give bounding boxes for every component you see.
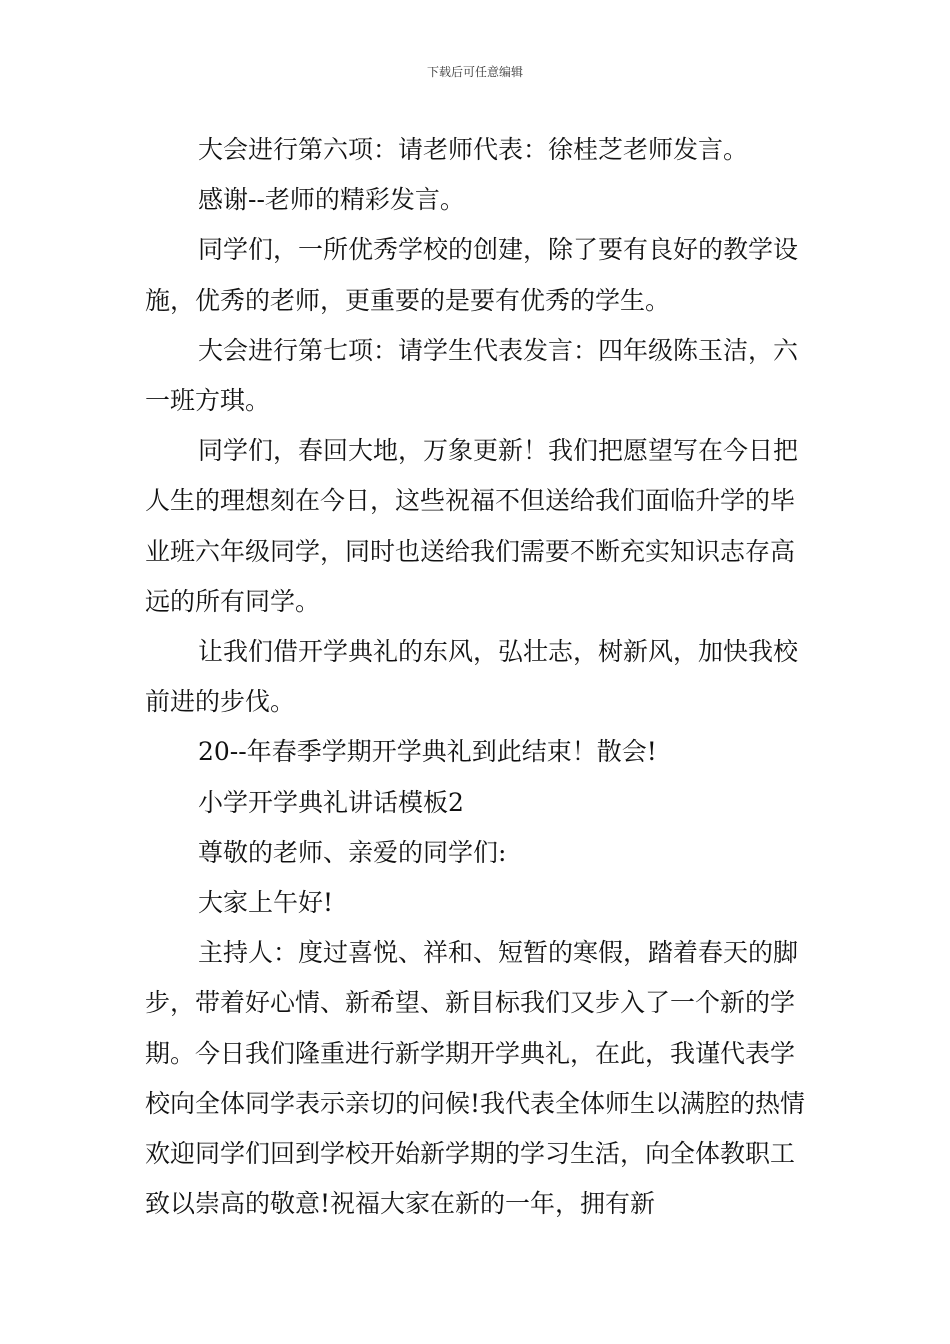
document-body bbox=[145, 125, 810, 1229]
paragraph-host-speech: 主持人：度过喜悦、祥和、短暂的寒假，踏着春天的脚步，带着好心情、新希望、新目标我们又步入了一个新的学期。今日我们隆重进行新学期开学典礼，在此，我谨代表学校向全体同学表示亲切的问候!我代表全体师生以满腔的热情欢迎同学们回到学校开始新学期的学习生活，向全体教职工致以崇高的敬意!祝福大家在新的一年，拥有新 bbox=[145, 938, 806, 1219]
paragraph-school-creation: 同学们，一所优秀学校的创建，除了要有良好的教学设施，优秀的老师，更重要的是要有优秀的学生。 bbox=[145, 235, 799, 315]
paragraph-thanks: 感谢--老师的精彩发言。 bbox=[198, 185, 465, 215]
section-title: 小学开学典礼讲话模板2 bbox=[198, 787, 464, 817]
page-header-note: 下载后可任意编辑 bbox=[426, 65, 523, 79]
paragraph-greeting: 大家上午好! bbox=[198, 888, 334, 918]
paragraph-salutation: 尊敬的老师、亲爱的同学们: bbox=[198, 837, 507, 867]
paragraph-closing: 20--年春季学期开学典礼到此结束！散会! bbox=[198, 737, 657, 767]
paragraph-item-seventh: 大会进行第七项：请学生代表发言：四年级陈玉洁，六一班方琪。 bbox=[145, 335, 799, 416]
paragraph-spring-wishes: 同学们，春回大地，万象更新！我们把愿望写在今日把人生的理想刻在今日，这些祝福不但送给我们面临升学的毕业班六年级同学，同时也送给我们需要不断充实知识志存高远的所有同学。 bbox=[145, 436, 799, 616]
paragraph-progress: 让我们借开学典礼的东风，弘壮志，树新风，加快我校前进的步伐。 bbox=[145, 637, 799, 717]
paragraph-item-sixth: 大会进行第六项：请老师代表：徐桂芝老师发言。 bbox=[198, 135, 749, 164]
